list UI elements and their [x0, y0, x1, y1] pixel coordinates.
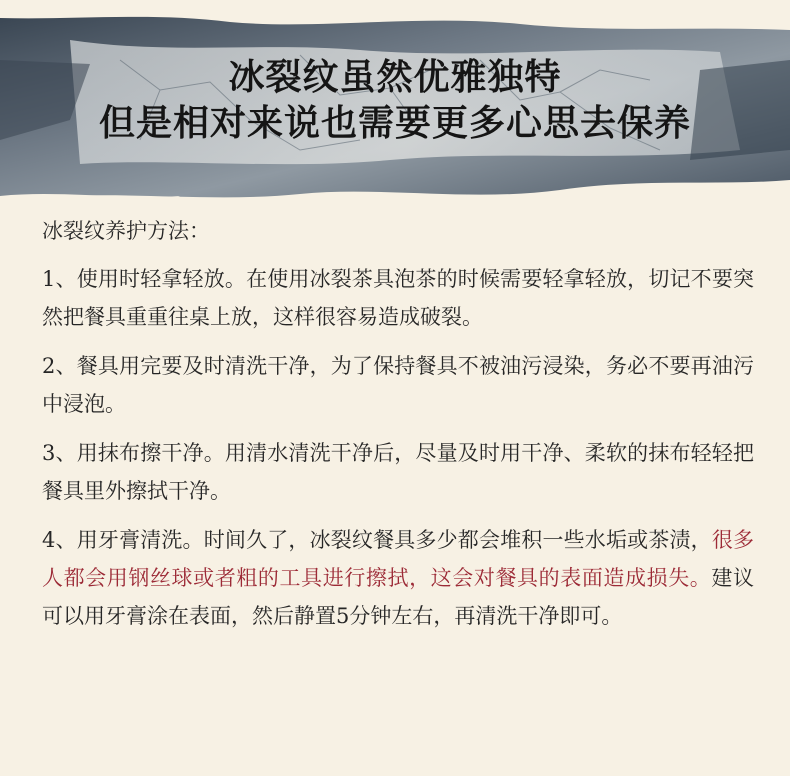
- section-title: 冰裂纹养护方法：: [42, 219, 210, 243]
- care-item-4-text-start: 4、用牙膏清洗。时间久了，冰裂纹餐具多少都会堆积一些水垢或茶渍，: [42, 528, 712, 552]
- care-instructions: [42, 212, 754, 646]
- headline-line-2: 但是相对来说也需要更多心思去保养: [98, 103, 691, 144]
- care-item-1: 1、使用时轻拿轻放。在使用冰裂茶具泡茶的时候需要轻拿轻放，切记不要突然把餐具重重往桌上放，这样很容易造成破裂。: [42, 267, 754, 329]
- care-item-2: 2、餐具用完要及时清洗干净，为了保持餐具不被油污浸染，务必不要再油污中浸泡。: [42, 354, 754, 416]
- headline-line-1: 冰裂纹虽然优雅独特: [228, 57, 562, 98]
- headline: [0, 55, 790, 147]
- care-item-3: 3、用抹布擦干净。用清水清洗干净后，尽量及时用干净、柔软的抹布轻轻把餐具里外擦拭干净。: [42, 441, 754, 503]
- care-item-4-text-end: 建议可以用牙膏涂在表面，然后静置5分钟左右，再清洗干净即可。: [42, 566, 754, 628]
- care-item-4: [42, 521, 754, 635]
- care-item-4-warning: 很多人都会用钢丝球或者粗的工具进行擦拭，这会对餐具的表面造成损失。: [42, 528, 754, 590]
